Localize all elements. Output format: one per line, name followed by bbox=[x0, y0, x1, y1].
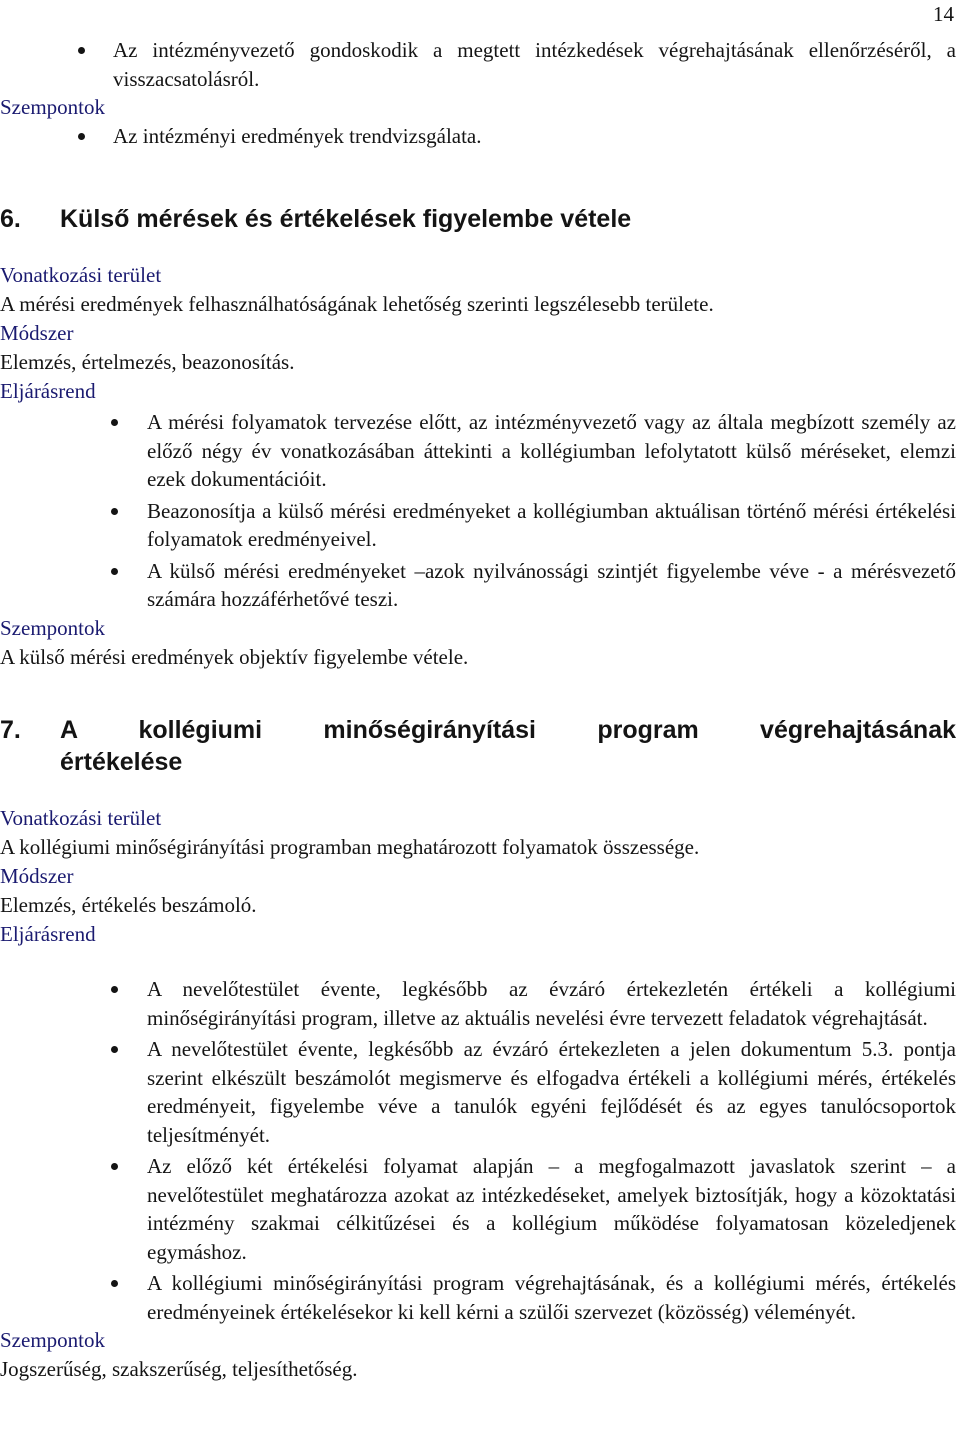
section-6-procedure-list bbox=[0, 408, 956, 614]
list-item: A külső mérési eredményeket –azok nyilvánossági szintjét figyelembe véve - a mérésvezető számára hozzáférhetővé teszi. bbox=[0, 557, 956, 614]
list-item: Az intézményvezető gondoskodik a megtett intézkedések végrehajtásának ellenőrzéséről, a visszacsatolásról. bbox=[0, 36, 956, 93]
section-7-heading bbox=[0, 714, 956, 778]
top-criteria-list bbox=[0, 122, 956, 151]
section-6-criteria-label: Szempontok bbox=[0, 615, 105, 640]
section-7-procedure bbox=[0, 975, 956, 1384]
list-item: Beazonosítja a külső mérési eredményeket a kollégiumban aktuálisan történő mérési értékelési folyamatok eredményeivel. bbox=[0, 497, 956, 554]
page-number: 14 bbox=[933, 2, 954, 26]
section-7-criteria-text: Jogszerűség, szakszerűség, teljesíthetőség. bbox=[0, 1357, 358, 1381]
section-7-procedure-list bbox=[0, 975, 956, 1326]
list-item: A nevelőtestület évente, legkésőbb az évzáró értekezleten a jelen dokumentum 5.3. pontja szerint elkészült beszámolót megismerve és elfogadva értékeli a kollégiumi mérés, értékelés eredményeit, figyelembe véve a tanulók egyéni fejlődését és az egyes tanulócsoportok teljesítményét. bbox=[0, 1035, 956, 1149]
list-item: A mérési folyamatok tervezése előtt, az intézményvezető vagy az általa megbízott személy az előző négy év vonatkozásában áttekinti a kollégiumban lefolytatott külső méréseket, elemzi ezek dokumentációit. bbox=[0, 408, 956, 494]
section-7-scope-text: A kollégiumi minőségirányítási programban meghatározott folyamatok összessége. bbox=[0, 835, 700, 859]
section-6-scope-label: Vonatkozási terület bbox=[0, 263, 162, 287]
section-7-title-line-1: A kollégiumi minőségirányítási program végrehajtásának bbox=[60, 716, 956, 744]
section-6-title: Külső mérések és értékelések figyelembe vétele bbox=[60, 205, 632, 233]
list-item: Az előző két értékelési folyamat alapján – a megfogalmazott javaslatok szerint – a nevelőtestület meghatározza azokat az intézkedéseket, amelyek biztosítják, hogy a közoktatási intézmény szakmai célkitűzései és a kollégium működése folyamatosan közeledjenek egymáshoz. bbox=[0, 1152, 956, 1266]
top-criteria-label: Szempontok bbox=[0, 95, 105, 119]
section-7-procedure-label: Eljárásrend bbox=[0, 922, 96, 946]
top-block bbox=[0, 36, 956, 151]
section-6-criteria-text: A külső mérési eredmények objektív figyelembe vétele. bbox=[0, 644, 469, 669]
section-7-method-text: Elemzés, értékelés beszámoló. bbox=[0, 893, 257, 917]
section-6-procedure-label: Eljárásrend bbox=[0, 379, 96, 403]
section-6 bbox=[0, 203, 956, 235]
section-6-scope-text: A mérési eredmények felhasználhatóságának lehetőség szerinti legszélesebb területe. bbox=[0, 292, 714, 316]
section-7-criteria-label: Szempontok bbox=[0, 1328, 105, 1352]
section-7-title-line-2: értékelése bbox=[60, 748, 183, 776]
list-item: Az intézményi eredmények trendvizsgálata. bbox=[0, 122, 956, 151]
list-item: A kollégiumi minőségirányítási program végrehajtásának, és a kollégiumi mérés, értékelés eredményeinek értékelésekor ki kell kérni a szülői szervezet (közösség) véleményét. bbox=[0, 1269, 956, 1326]
section-6-heading bbox=[0, 203, 956, 235]
section-6-number: 6. bbox=[0, 205, 21, 233]
top-list bbox=[0, 36, 956, 93]
section-7-scope-label: Vonatkozási terület bbox=[0, 806, 162, 830]
section-7-method-label: Módszer bbox=[0, 864, 74, 888]
section-7 bbox=[0, 714, 956, 778]
section-6-body bbox=[0, 261, 956, 672]
section-7-body bbox=[0, 804, 956, 949]
section-6-method-label: Módszer bbox=[0, 321, 74, 345]
list-item: A nevelőtestület évente, legkésőbb az évzáró értekezletén értékeli a kollégiumi minőségirányítási program, illetve az aktuális nevelési évre tervezett feladatok végrehajtását. bbox=[0, 975, 956, 1032]
section-7-number: 7. bbox=[0, 716, 21, 744]
section-6-method-text: Elemzés, értelmezés, beazonosítás. bbox=[0, 350, 295, 374]
